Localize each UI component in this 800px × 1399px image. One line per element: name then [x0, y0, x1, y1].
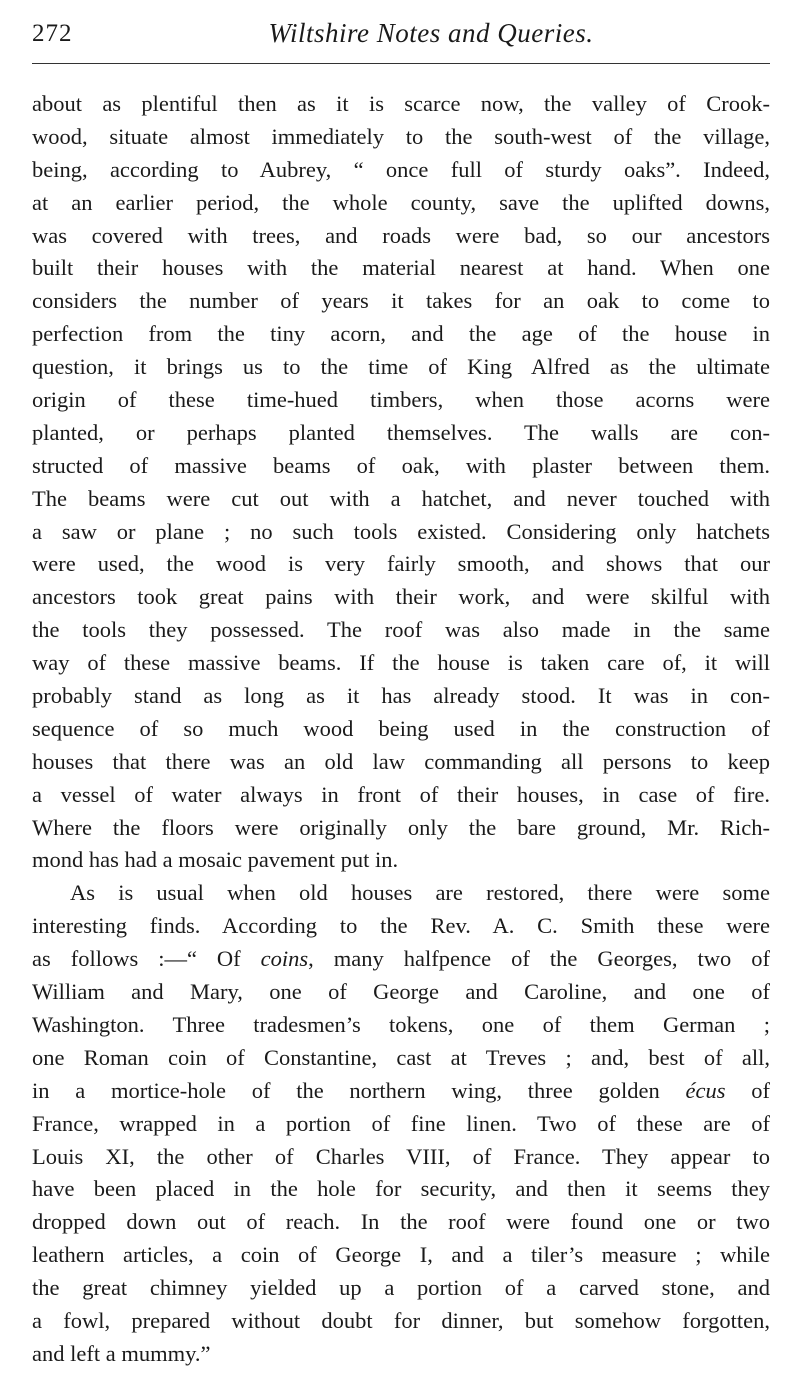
text-line: the tools they possessed. The roof was also made in the same — [32, 617, 770, 643]
text-line: a vessel of water always in front of their houses, in case of fire. — [32, 781, 770, 807]
text-line: built their houses with the material nearest at hand. When one — [32, 255, 770, 281]
text-segment: in a mortice-hole of the northern wing, three golden — [32, 1077, 686, 1103]
text-segment: of — [725, 1077, 770, 1103]
text-line: sequence of so much wood being used in the construction of — [32, 715, 770, 741]
text-line: interesting finds. According to the Rev. A. C. Smith these were — [32, 913, 770, 939]
text-line: being, according to Aubrey, “ once full of sturdy oaks”. Indeed, — [32, 156, 770, 182]
body-text — [32, 88, 770, 1371]
text-line: perfection from the tiny acorn, and the age of the house in — [32, 321, 770, 347]
italic-word: coins — [260, 946, 309, 972]
text-line: dropped down out of reach. In the roof were found one or two — [32, 1209, 770, 1235]
text-line: and left a mummy.” — [32, 1340, 211, 1366]
text-line: As is usual when old houses are restored, there were some — [70, 880, 770, 906]
paragraph-2 — [32, 877, 770, 1370]
text-segment: as follows :—“ Of — [32, 946, 261, 972]
text-line: The beams were cut out with a hatchet, and never touched with — [32, 485, 770, 511]
text-line: wood, situate almost immediately to the south-west of the village, — [32, 123, 770, 149]
text-line: was covered with trees, and roads were bad, so our ancestors — [32, 222, 770, 248]
paragraph-1 — [32, 88, 770, 877]
text-line: at an earlier period, the whole county, save the uplifted downs, — [32, 189, 770, 215]
text-line: structed of massive beams of oak, with plaster between them. — [32, 452, 770, 478]
header-rule — [32, 63, 770, 64]
text-line: mond has had a mosaic pavement put in. — [32, 847, 399, 873]
text-line: a saw or plane ; no such tools existed. Considering only hatchets — [32, 518, 770, 544]
text-line: origin of these time-hued timbers, when those acorns were — [32, 387, 770, 413]
text-line: the great chimney yielded up a portion of a carved stone, and — [32, 1275, 770, 1301]
text-line: leathern articles, a coin of George I, and a tiler’s measure ; while — [32, 1242, 770, 1268]
text-line: William and Mary, one of George and Caroline, and one of — [32, 979, 770, 1005]
text-line: were used, the wood is very fairly smooth, and shows that our — [32, 551, 770, 577]
text-line: a fowl, prepared without doubt for dinner, but somehow forgotten, — [32, 1307, 770, 1333]
text-line: Where the floors were originally only the bare ground, Mr. Rich- — [32, 814, 770, 840]
text-line — [32, 943, 770, 976]
text-line: one Roman coin of Constantine, cast at Treves ; and, best of all, — [32, 1044, 770, 1070]
text-line — [32, 1075, 770, 1108]
italic-word: écus — [685, 1077, 726, 1103]
page-header — [32, 14, 770, 54]
text-line: ancestors took great pains with their work, and were skilful with — [32, 584, 770, 610]
text-line: planted, or perhaps planted themselves. The walls are con- — [32, 419, 770, 445]
text-line: houses that there was an old law commanding all persons to keep — [32, 748, 770, 774]
text-line: probably stand as long as it has already stood. It was in con- — [32, 683, 770, 709]
text-line: Louis XI, the other of Charles VIII, of France. They appear to — [32, 1143, 770, 1169]
text-line: have been placed in the hole for security, and then it seems they — [32, 1176, 770, 1202]
running-title: Wiltshire Notes and Queries. — [268, 18, 594, 48]
text-line: considers the number of years it takes for an oak to come to — [32, 288, 770, 314]
text-line: question, it brings us to the time of King Alfred as the ultimate — [32, 354, 770, 380]
text-line: way of these massive beams. If the house is taken care of, it will — [32, 650, 770, 676]
text-line: Washington. Three tradesmen’s tokens, one of them German ; — [32, 1011, 770, 1037]
text-line: France, wrapped in a portion of fine linen. Two of these are of — [32, 1110, 770, 1136]
text-line: about as plentiful then as it is scarce now, the valley of Crook- — [32, 91, 770, 116]
text-segment: , many halfpence of the Georges, two of — [308, 946, 770, 972]
page-number: 272 — [32, 20, 73, 47]
